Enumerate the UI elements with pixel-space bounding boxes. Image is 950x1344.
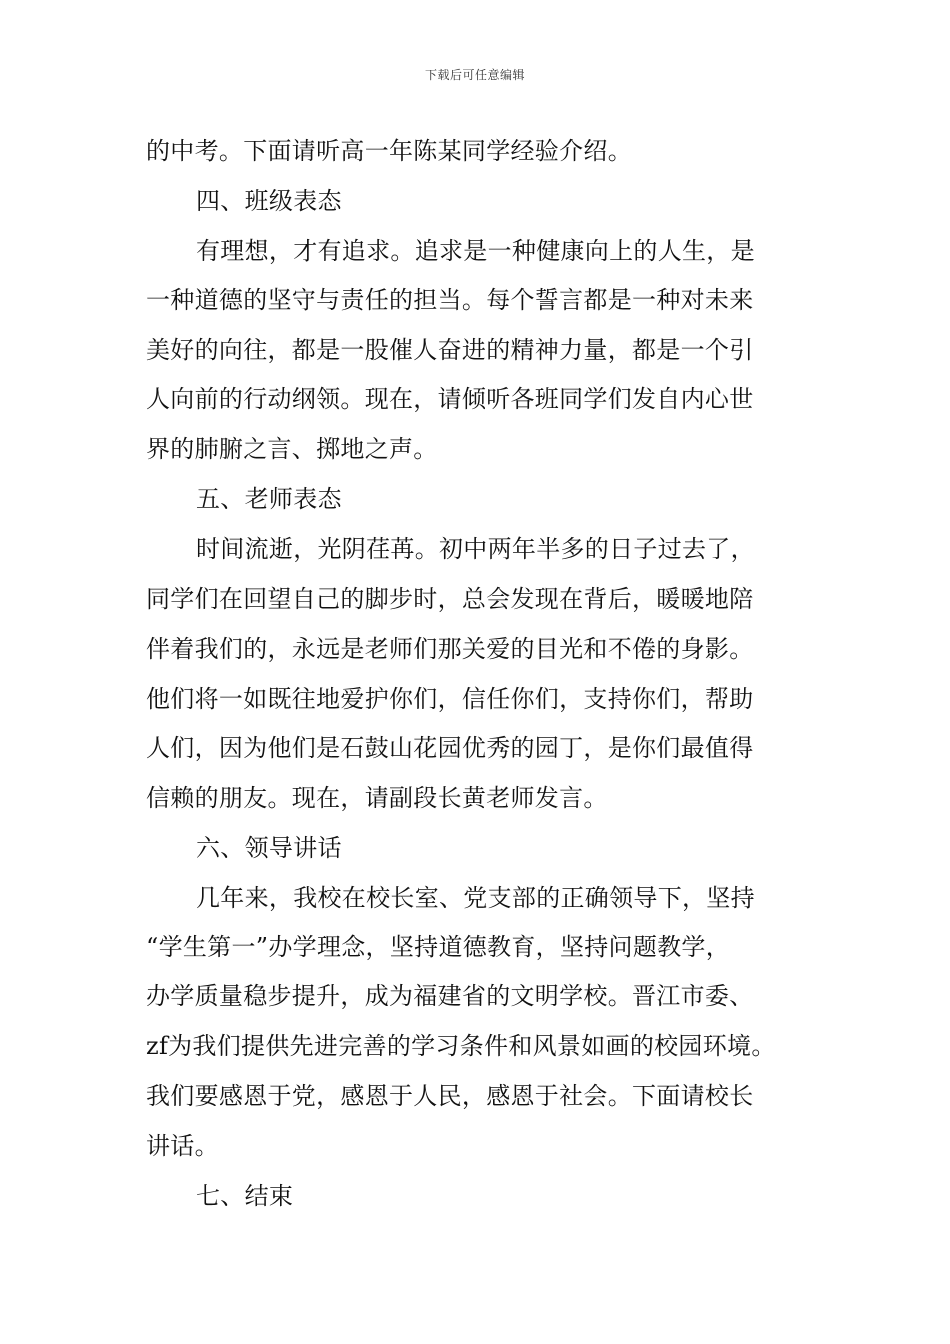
paragraph-line: 信赖的朋友。现在，请副段长黄老师发言。	[146, 784, 608, 812]
paragraph-line: “学生第一”办学理念，坚持道德教育，坚持问题教学，	[146, 933, 731, 961]
paragraph-line: 伴着我们的，永远是老师们那关爱的目光和不倦的身影。	[146, 635, 754, 663]
section-heading-class-statement: 四、班级表态	[196, 187, 342, 215]
paragraph-line: 的中考。下面请听高一年陈某同学经验介绍。	[146, 137, 632, 165]
paragraph-line: 同学们在回望自己的脚步时，总会发现在背后，暖暖地陪	[146, 585, 754, 613]
paragraph-line: 一种道德的坚守与责任的担当。每个誓言都是一种对未来	[146, 286, 754, 314]
paragraph-line: 美好的向往，都是一股催人奋进的精神力量，都是一个引	[146, 336, 754, 364]
section-heading-ending: 七、结束	[196, 1182, 294, 1210]
paragraph-line: zf为我们提供先进完善的学习条件和风景如画的校园环境。	[146, 1032, 776, 1060]
section-heading-leader-speech: 六、领导讲话	[196, 834, 342, 862]
paragraph-line: 他们将一如既往地爱护你们，信任你们，支持你们，帮助	[146, 685, 754, 713]
paragraph-line: 几年来，我校在校长室、党支部的正确领导下，坚持	[196, 884, 755, 912]
page-header: 下载后可任意编辑	[424, 68, 525, 82]
section-heading-teacher-statement: 五、老师表态	[196, 485, 342, 513]
paragraph-line: 讲话。	[146, 1132, 219, 1160]
paragraph-line: 时间流逝，光阴荏苒。初中两年半多的日子过去了，	[196, 535, 755, 563]
paragraph-line: 我们要感恩于党，感恩于人民，感恩于社会。下面请校长	[146, 1082, 754, 1110]
paragraph-line: 人们，因为他们是石鼓山花园优秀的园丁，是你们最值得	[146, 734, 754, 762]
paragraph-line: 有理想，才有追求。追求是一种健康向上的人生，是	[196, 237, 755, 265]
paragraph-line: 办学质量稳步提升，成为福建省的文明学校。晋江市委、	[146, 982, 754, 1010]
paragraph-line: 界的肺腑之言、掷地之声。	[146, 435, 438, 463]
paragraph-line: 人向前的行动纲领。现在，请倾听各班同学们发自内心世	[146, 385, 754, 413]
